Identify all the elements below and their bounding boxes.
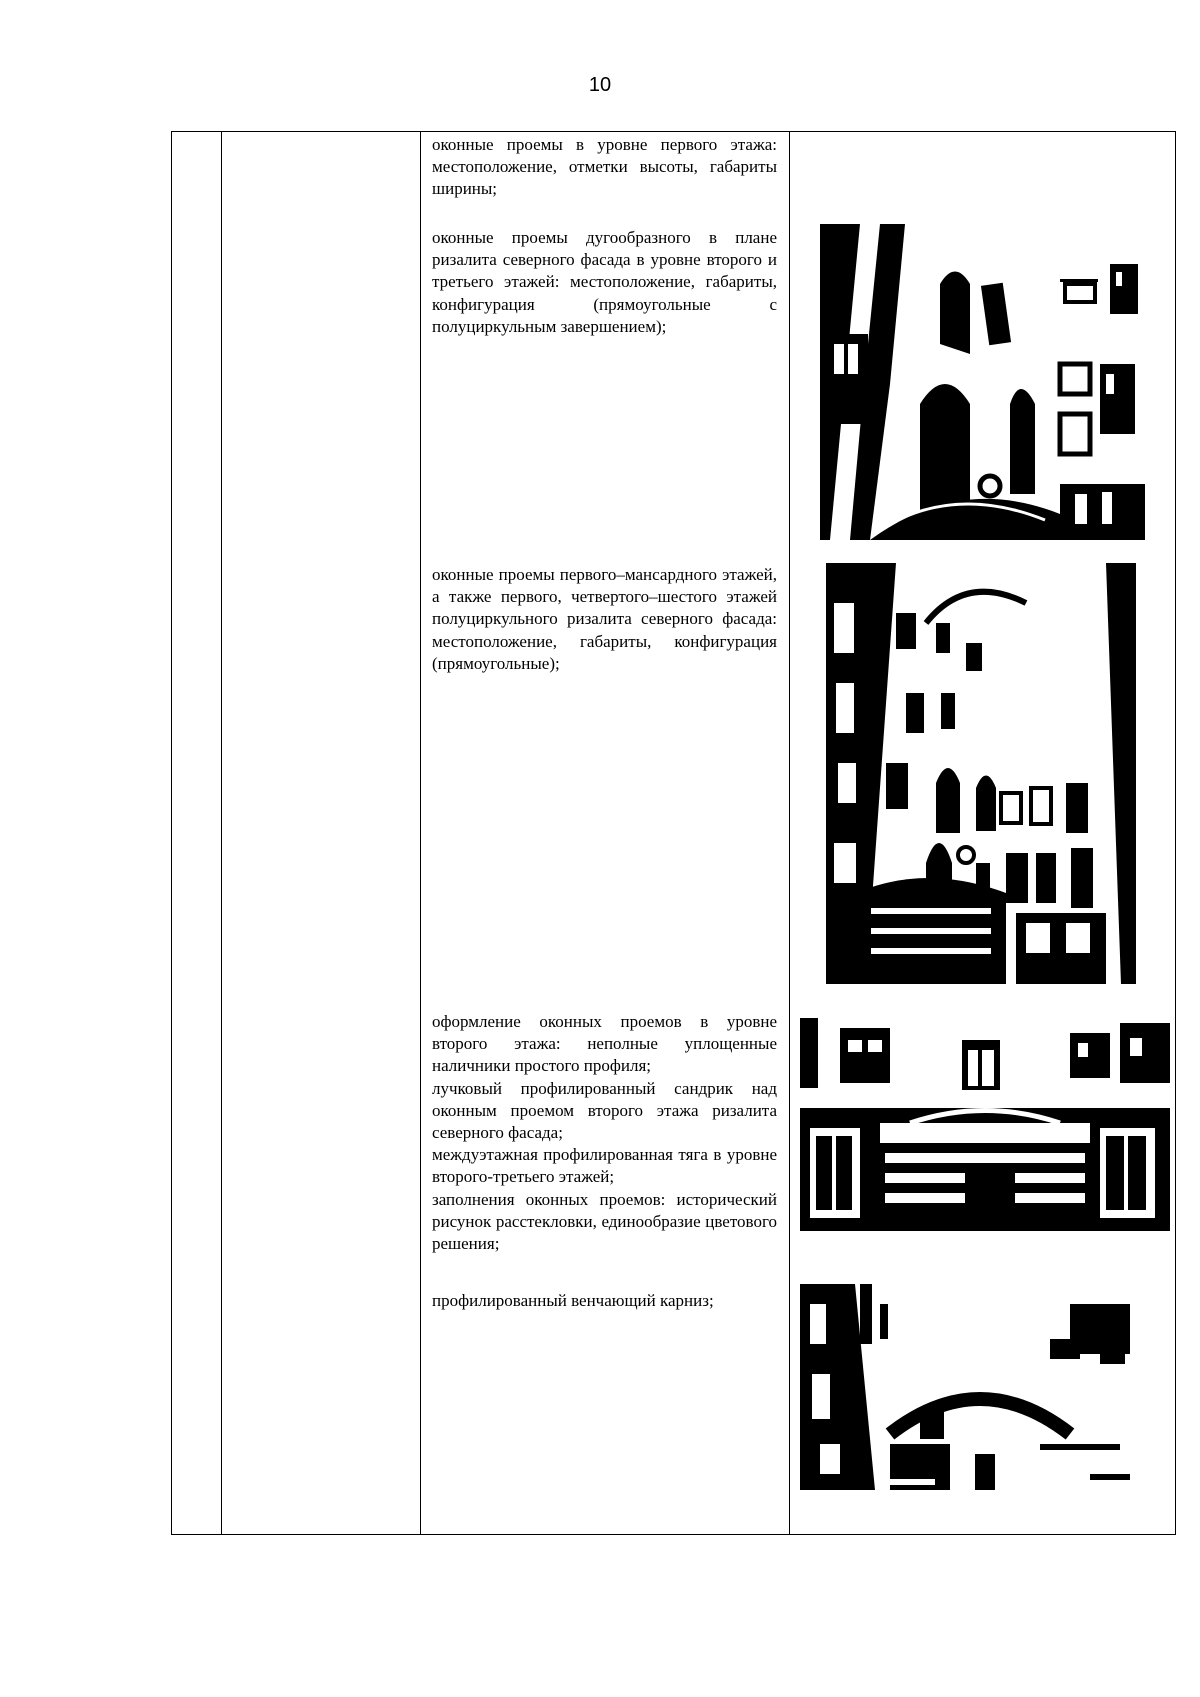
facade-photo	[800, 1018, 1170, 1231]
item-rectangular-windows	[432, 564, 777, 675]
page-number: 10	[588, 74, 612, 96]
item-text: оконные проемы в уровне первого этажа: местоположение, отметки высоты, габариты ширины;	[432, 135, 777, 199]
item-text: оконные проемы дугообразного в плане ризалита северного фасада в уровне второго и третьего этажей: местоположение, габариты, конфигурация (прямоугольные с полуциркульным завершением);	[432, 228, 777, 336]
item-text-line: заполнения оконных проемов: исторический рисунок расстекловки, единообразие цветового решения;	[432, 1189, 777, 1254]
item-text-line: междуэтажная профилированная тяга в уровне второго-третьего этажей;	[432, 1145, 777, 1187]
facade-photo	[800, 1284, 1146, 1490]
item-window-decoration	[432, 1011, 777, 1255]
column-divider	[221, 131, 222, 1535]
item-text: оконные проемы первого–мансардного этажей, а также первого, четвертого–шестого этажей полуциркульного ризалита северного фасада: местоположение, габариты, конфигурация (прямоугольные);	[432, 565, 777, 673]
column-divider	[420, 131, 421, 1535]
facade-photo	[820, 224, 1145, 540]
item-text-line: лучковый профилированный сандрик над оконным проемом второго этажа ризалита северного фасада;	[432, 1078, 777, 1143]
item-first-floor-windows	[432, 134, 777, 201]
item-text-line: оформление оконных проемов в уровне второго этажа: неполные уплощенные наличники простого профиля;	[432, 1012, 777, 1076]
item-text: профилированный венчающий карниз;	[432, 1291, 714, 1310]
item-arched-windows	[432, 227, 777, 338]
item-cornice	[432, 1290, 777, 1312]
facade-photo	[826, 563, 1136, 984]
column-divider	[789, 131, 790, 1535]
